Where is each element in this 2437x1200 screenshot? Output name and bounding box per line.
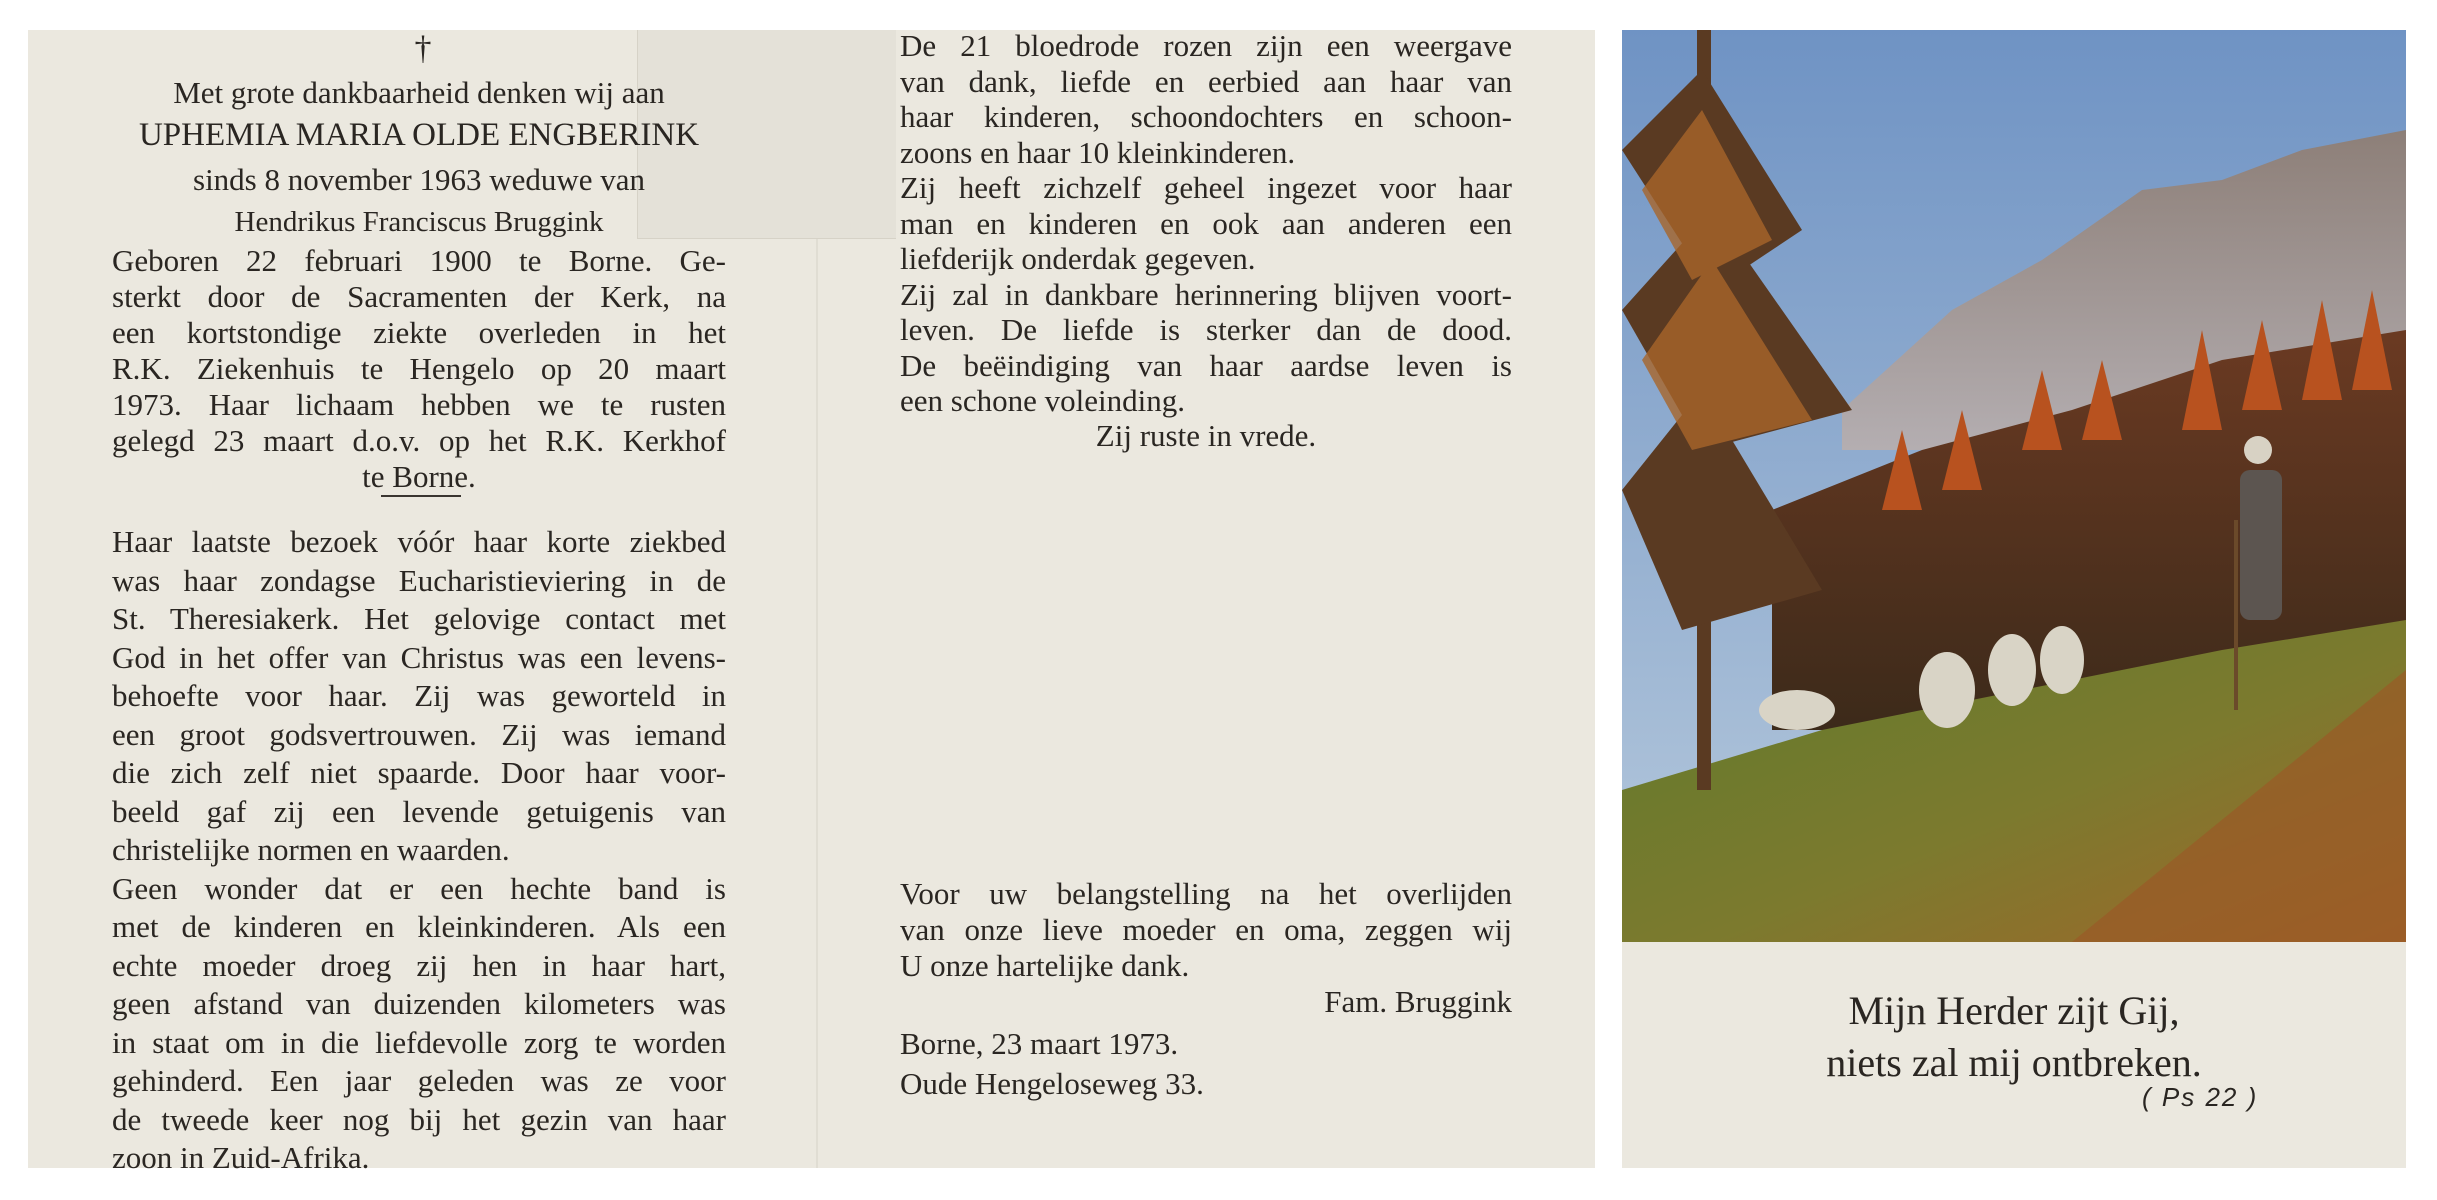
text-line: christelijke normen en waarden. <box>112 832 510 867</box>
text-line: die zich zelf niet spaarde. Door haar voor- <box>112 755 726 790</box>
address: Oude Hengeloseweg 33. <box>900 1066 1204 1101</box>
text-line: Geen wonder dat er een hechte band is <box>112 870 726 906</box>
signature: Fam. Bruggink <box>1324 984 1512 1019</box>
separator-rule <box>381 495 461 497</box>
text-line: Zij heeft zichzelf geheel ingezet voor haar <box>900 170 1512 205</box>
text-line: God in het offer van Christus was een levens- <box>112 639 726 675</box>
text-line: van dank, liefde en eerbied aan haar van <box>900 63 1512 99</box>
text-line: sterkt door de Sacramenten der Kerk, na <box>112 279 726 314</box>
text-line: St. Theresiakerk. Het gelovige contact met <box>112 601 726 636</box>
rest-in-peace: Zij ruste in vrede. <box>1095 418 1317 453</box>
text-line: te Borne. <box>362 459 476 494</box>
text-line: Zij zal in dankbare herinnering blijven voort- <box>900 276 1512 312</box>
text-line: een groot godsvertrouwen. Zij was iemand <box>112 716 726 752</box>
text-line: De 21 bloedrode rozen zijn een weergave <box>900 28 1512 63</box>
heading-line: sinds 8 november 1963 weduwe van <box>193 162 645 197</box>
thanks-line: U onze hartelijke dank. <box>900 948 1190 983</box>
caption-line: niets zal mij ontbreken. <box>1826 1040 2202 1085</box>
text-line: leven. De liefde is sterker dan de dood. <box>900 312 1512 347</box>
text-line: gelegd 23 maart d.o.v. op het R.K. Kerkhof <box>112 423 726 458</box>
text-line: geen afstand van duizenden kilometers was <box>112 986 726 1021</box>
text-line: was haar zondagse Eucharistieviering in de <box>112 562 726 598</box>
thanks-line: Voor uw belangstelling na het overlijden <box>900 876 1512 911</box>
picture-panel <box>1622 30 2406 1168</box>
heading-line: Met grote dankbaarheid denken wij aan <box>173 75 665 110</box>
memorial-card-inside <box>28 28 1595 1175</box>
text-line: gehinderd. Een jaar geleden was ze voor <box>112 1063 726 1098</box>
text-line: in staat om in die liefdevolle zorg te worden <box>112 1024 726 1060</box>
text-line: Geboren 22 februari 1900 te Borne. Ge- <box>112 243 726 278</box>
text-line: R.K. Ziekenhuis te Hengelo op 20 maart <box>112 351 726 386</box>
cross-icon: † <box>414 30 432 67</box>
text-line: met de kinderen en kleinkinderen. Als een <box>112 909 726 944</box>
text-line: behoefte voor haar. Zij was geworteld in <box>112 678 726 713</box>
text-line: liefderijk onderdak gegeven. <box>900 241 1256 276</box>
text-line: een schone voleinding. <box>900 383 1185 418</box>
psalm-reference: ( Ps 22 ) <box>2142 1082 2259 1112</box>
text-line: echte moeder droeg zij hen in haar hart, <box>112 947 726 983</box>
text-line: zoons en haar 10 kleinkinderen. <box>900 134 1296 170</box>
place-date: Borne, 23 maart 1973. <box>900 1026 1179 1061</box>
text-line: de tweede keer nog bij het gezin van haar <box>112 1101 726 1137</box>
text-line: 1973. Haar lichaam hebben we te rusten <box>112 387 726 422</box>
deceased-name: UPHEMIA MARIA OLDE ENGBERINK <box>138 117 700 153</box>
text-line: beeld gaf zij een levende getuigenis van <box>112 793 726 829</box>
text-line: een kortstondige ziekte overleden in het <box>112 315 726 350</box>
spouse-name: Hendrikus Franciscus Bruggink <box>234 206 604 238</box>
text-line: De beëindiging van haar aardse leven is <box>900 347 1512 383</box>
thanks-line: van onze lieve moeder en oma, zeggen wij <box>900 912 1512 947</box>
text-line: zoon in Zuid-Afrika. <box>112 1140 370 1175</box>
text-line: haar kinderen, schoondochters en schoon- <box>900 99 1512 134</box>
text-line: Haar laatste bezoek vóór haar korte ziekbed <box>112 524 726 559</box>
caption-line: Mijn Herder zijt Gij, <box>1848 988 2180 1033</box>
shepherd-landscape-image <box>1622 30 2406 942</box>
text-line: man en kinderen en ook aan anderen een <box>900 205 1512 241</box>
